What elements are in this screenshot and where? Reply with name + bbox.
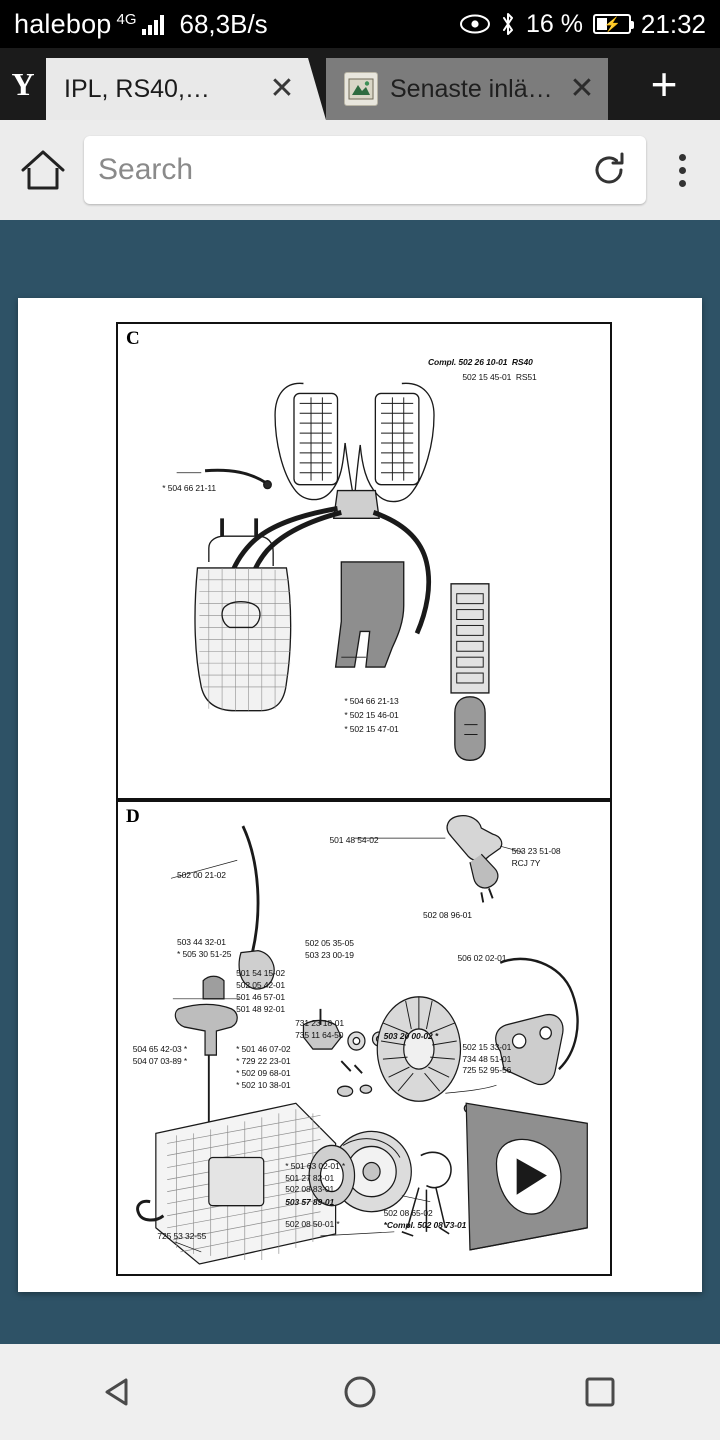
panel-d-callout-30: 502 08 50-01 *: [285, 1218, 340, 1229]
new-tab-button[interactable]: +: [608, 48, 720, 120]
panel-d-callout-17: 502 15 33-01: [462, 1042, 512, 1053]
panel-c-callout-3: * 504 66 21-13: [344, 696, 399, 707]
panel-d-callout-18: 734 48 51-01: [462, 1053, 512, 1064]
panel-d-callout-14: 731 23 18-01: [295, 1018, 345, 1029]
panel-d-callout-3: 502 00 21-02: [177, 870, 226, 881]
panel-d-callout-10: 501 54 15-02: [236, 968, 285, 979]
clock-label: 21:32: [640, 8, 706, 39]
panel-d-callout-27: 501 27 82-01: [285, 1172, 335, 1183]
panel-d-callout-5: 503 44 32-01: [177, 936, 226, 947]
reload-icon[interactable]: [586, 150, 632, 190]
panel-c: [116, 322, 612, 800]
panel-d-callout-23: * 729 22 23-01: [236, 1055, 291, 1066]
search-input[interactable]: Search: [98, 153, 194, 186]
recents-button[interactable]: [540, 1344, 660, 1440]
panel-d-callout-26: * 501 63 02-01 *: [285, 1160, 346, 1171]
panel-c-callout-2: * 504 66 21-11: [162, 482, 217, 493]
signal-strength-icon: [142, 15, 164, 35]
overflow-menu-icon[interactable]: [654, 137, 710, 203]
panel-d-callout-8: 503 23 00-19: [304, 949, 354, 960]
panel-d-callout-4: 502 08 96-01: [423, 909, 472, 920]
panel-d-callout-7: 502 05 35-05: [304, 937, 354, 948]
panel-d-label-group: [118, 802, 610, 1274]
ipl-document-page: [18, 298, 702, 1292]
status-bar: [0, 0, 720, 48]
back-button[interactable]: [60, 1344, 180, 1440]
panel-d-callout-25: * 502 10 38-01: [236, 1079, 291, 1090]
panel-c-callout-0: Compl. 502 26 10-01 RS40: [427, 357, 533, 368]
panel-c-label-group: [118, 324, 610, 798]
address-bar[interactable]: [84, 136, 646, 204]
yandex-logo-button[interactable]: Y: [0, 48, 46, 120]
panel-d-callout-6: * 505 30 51-25: [177, 949, 232, 960]
network-type-label: 4G: [116, 10, 137, 28]
panel-d-callout-1: 503 23 51-08: [511, 845, 561, 856]
panel-d-callout-33: 725 53 32-55: [157, 1230, 207, 1241]
tab-senaste-inlagg[interactable]: [326, 58, 608, 120]
panel-d-callout-16: 503 20 00-02 *: [383, 1031, 439, 1042]
bluetooth-icon: [500, 11, 516, 37]
panel-d-callout-2: RCJ 7Y: [511, 857, 541, 868]
tab-edge: [308, 58, 326, 120]
panel-d-callout-19: 725 52 95-56: [462, 1064, 512, 1075]
panel-c-callout-5: * 502 15 47-01: [344, 723, 399, 734]
android-nav-bar: [0, 1344, 720, 1440]
panel-letter: C: [126, 328, 140, 349]
panel-letter: D: [126, 806, 140, 827]
battery-charging-icon: ⚡: [593, 14, 631, 34]
panel-d: [116, 800, 612, 1276]
panel-c-callout-4: * 502 15 46-01: [344, 709, 399, 720]
panel-d-callout-0: 501 48 54-02: [329, 835, 379, 846]
panel-d-callout-24: * 502 09 68-01: [236, 1067, 291, 1078]
tab-title: IPL, RS40,…: [64, 74, 210, 103]
tab-ipl-rs40[interactable]: [46, 58, 308, 120]
panel-d-callout-31: 502 08 65-02: [383, 1207, 433, 1218]
panel-d-callout-28: 502 08 83-01: [285, 1184, 335, 1195]
page-content[interactable]: [0, 220, 720, 1344]
panel-d-callout-11: 502 05 42-01: [236, 979, 285, 990]
panel-d-callout-32: *Compl. 502 08 73-01: [383, 1220, 467, 1231]
eye-icon: [460, 14, 490, 34]
panel-d-callout-20: 504 65 42-03 *: [132, 1044, 188, 1055]
close-icon[interactable]: ✕: [269, 72, 295, 105]
browser-toolbar: [0, 120, 720, 220]
battery-percent-label: 16 %: [525, 9, 583, 38]
status-right: [460, 9, 706, 40]
panel-d-callout-12: 501 46 57-01: [236, 991, 285, 1002]
document-sheet: [28, 308, 692, 1282]
panel-d-callout-15: 735 11 64-50: [295, 1029, 344, 1040]
close-icon[interactable]: ✕: [569, 72, 595, 105]
panel-d-callout-9: 506 02 02-01: [457, 953, 507, 964]
tab-strip: [0, 48, 720, 120]
panel-d-callout-29: 503 57 89-01: [285, 1196, 335, 1207]
panel-d-callout-21: 504 07 03-89 *: [132, 1055, 188, 1066]
home-button[interactable]: [300, 1344, 420, 1440]
forum-thumbnail-icon: [344, 72, 378, 106]
carrier-label: halebop: [14, 8, 112, 39]
home-icon[interactable]: [10, 137, 76, 203]
panel-d-callout-22: * 501 46 07-02: [236, 1044, 291, 1055]
status-left: [14, 9, 268, 40]
panel-d-callout-13: 501 48 92-01: [236, 1003, 285, 1014]
tab-title: Senaste inlä…: [390, 74, 553, 103]
network-speed-label: 68,3B/s: [179, 8, 268, 39]
panel-c-callout-1: 502 15 45-01 RS51: [462, 372, 537, 383]
